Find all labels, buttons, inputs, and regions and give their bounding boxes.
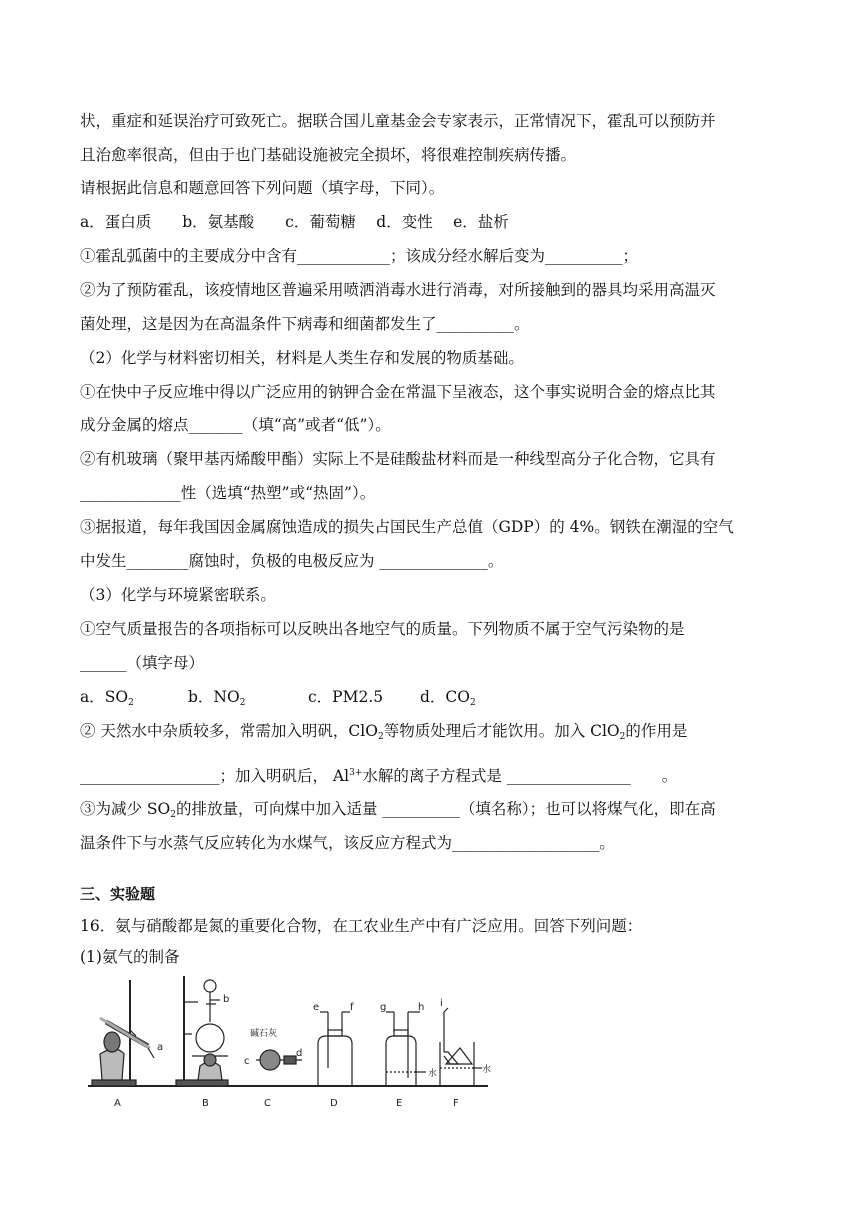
apparatus-label: C [264, 1098, 271, 1109]
water-label: 水 [428, 1069, 438, 1079]
section-3-title: （3）化学与环境紧密联系。 [80, 586, 276, 604]
question-2-2: ②有机玻璃（聚甲基丙烯酸甲酯）实际上不是硅酸盐材料而是一种线型高分子化合物，它具有 [80, 450, 716, 468]
question-16-intro: 16．氨与硝酸都是氮的重要化合物，在工农业生产中有广泛应用。回答下列问题： [80, 917, 643, 935]
question-3-2: ② 天然水中杂质较多，常需加入明矾，ClO$_2$等物质处理后才能饮用。加入 ClO$_2$的作用是 [80, 722, 688, 742]
text-line: __________________；加入明矾后， $Al^{3+}$水解的离子方程式是 ________________ 。 [80, 767, 678, 785]
apparatus-figure [88, 972, 498, 1112]
port-label: b [223, 994, 230, 1005]
apparatus-label: F [453, 1098, 459, 1109]
apparatus-f [440, 998, 491, 1109]
apparatus-e [380, 1002, 437, 1109]
text-line: 且治愈率很高，但由于也门基础设施被完全损坏，将很难控制疾病传播。 [80, 146, 577, 164]
port-label: c [244, 1056, 250, 1067]
apparatus-label: B [202, 1098, 209, 1109]
apparatus-label: D [330, 1098, 338, 1109]
port-label: g [380, 1002, 387, 1013]
section-heading: 三、实验题 [80, 885, 156, 903]
text-line: 成分金属的熔点_______（填“高”或者“低”）。 [80, 416, 391, 434]
apparatus-label: E [396, 1098, 403, 1109]
question-2-3: ③据报道，每年我国因金属腐蚀造成的损失占国民生产总值（GDP）的 4%。钢铁在潮湿的空气 [80, 518, 734, 536]
options-line: a．蛋白质 b．氨基酸 c．葡萄糖 d．变性 e．盐析 [80, 213, 509, 231]
question-1-2: ②为了预防霍乱，该疫情地区普遍采用喷洒消毒水进行消毒，对所接触到的器具均采用高温灭 [80, 281, 716, 299]
apparatus-c [244, 1027, 302, 1109]
apparatus-b [176, 976, 229, 1109]
text-line: 中发生________腐蚀时，负极的电极反应为 ______________。 [80, 552, 504, 570]
question-16-sub1: (1)氨气的制备 [80, 948, 180, 966]
section-2-title: （2）化学与材料密切相关，材料是人类生存和发展的物质基础。 [80, 349, 524, 367]
pollutant-options: a．$SO_2$ b．$NO_2$ c．PM2.5 d．$CO_2$ [80, 688, 476, 708]
reagent-label: 碱石灰 [250, 1029, 278, 1039]
port-label: f [350, 1002, 354, 1013]
text-line: ______（填字母） [80, 654, 205, 672]
port-label: i [440, 998, 443, 1009]
text-line: _____________性（选填“热塑”或“热固”）。 [80, 484, 376, 502]
port-label: e [313, 1002, 320, 1013]
question-3-1: ①空气质量报告的各项指标可以反映出各地空气的质量。下列物质不属于空气污染物的是 [80, 620, 685, 638]
port-label: a [157, 1042, 164, 1053]
text-line: 状，重症和延误治疗可致死亡。据联合国儿童基金会专家表示，正常情况下，霍乱可以预防并 [80, 112, 716, 130]
text-line: 温条件下与水蒸气反应转化为水煤气，该反应方程式为___________________。 [80, 834, 615, 852]
text-line: 菌处理，这是因为在高温条件下病毒和细菌都发生了__________。 [80, 315, 530, 333]
water-label: 水 [482, 1065, 492, 1075]
question-2-1: ①在快中子反应堆中得以广泛应用的钠钾合金在常温下呈液态，这个事实说明合金的熔点比其 [80, 383, 716, 401]
port-label: h [418, 1002, 425, 1013]
question-3-3: ③为减少 $SO_2$的排放量，可向煤中加入适量 __________（填名称）；也可以将煤气化，即在高 [80, 800, 716, 820]
text-line: 请根据此信息和题意回答下列问题（填字母，下同）。 [80, 179, 445, 197]
apparatus-label: A [114, 1098, 121, 1109]
question-1-1: ①霍乱弧菌中的主要成分中含有____________；该成分经水解后变为__________； [80, 247, 639, 265]
port-label: d [296, 1048, 303, 1059]
apparatus-d [313, 1002, 354, 1109]
apparatus-a [92, 980, 163, 1109]
